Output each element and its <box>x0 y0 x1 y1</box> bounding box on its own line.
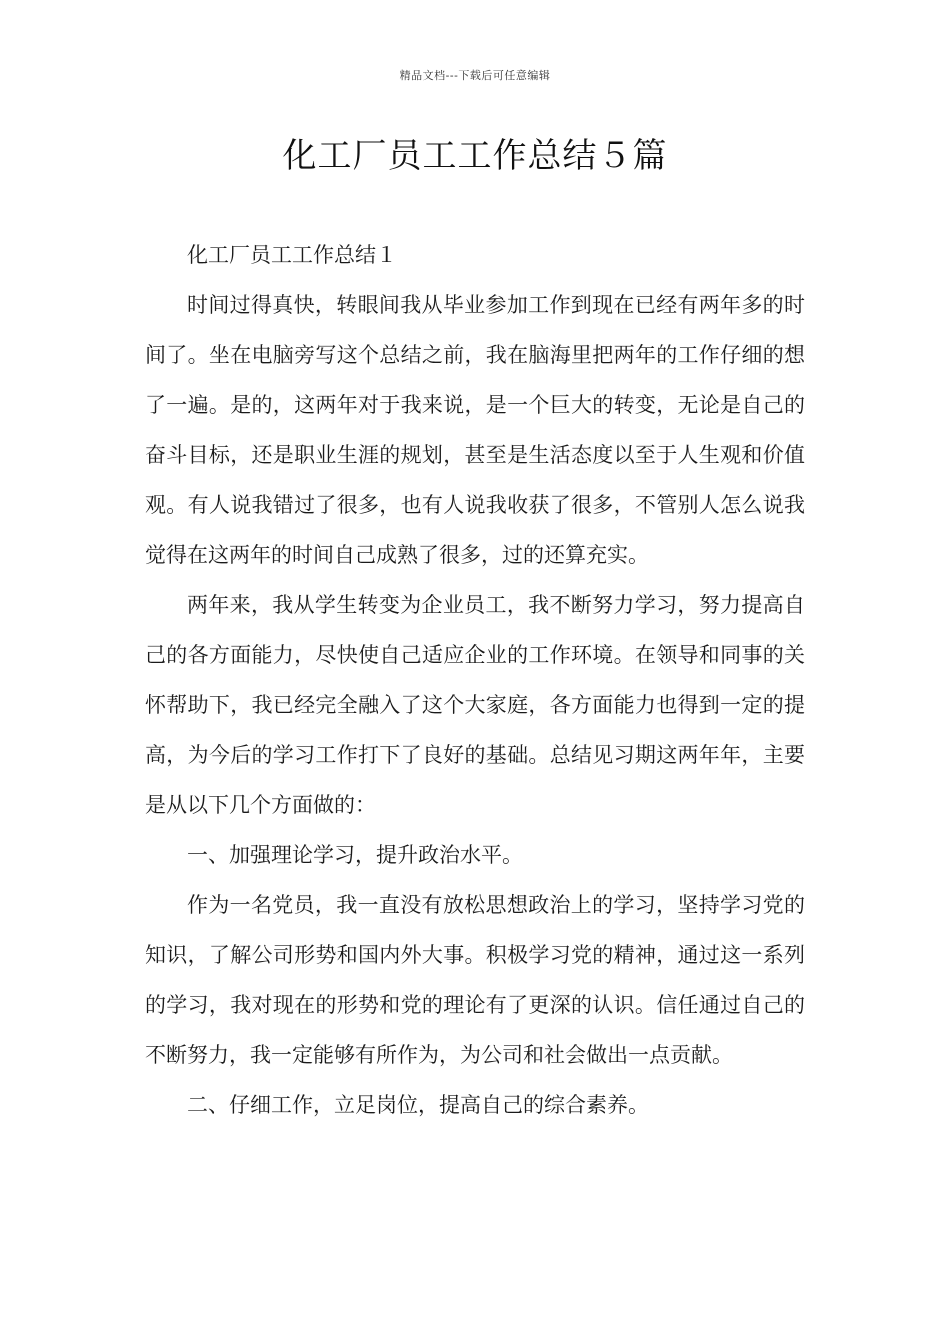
paragraph: 时间过得真快，转眼间我从毕业参加工作到现在已经有两年多的时间了。坐在电脑旁写这个总结之前，我在脑海里把两年的工作仔细的想了一遍。是的，这两年对于我来说，是一个巨大的转变，无论是自己的奋斗目标，还是职业生涯的规划，甚至是生活态度以至于人生观和价值观。有人说我错过了很多，也有人说我收获了很多，不管别人怎么说我觉得在这两年的时间自己成熟了很多，过的还算充实。 <box>145 293 805 567</box>
paragraph: 作为一名党员，我一直没有放松思想政治上的学习，坚持学习党的知识，了解公司形势和国内外大事。积极学习党的精神，通过这一系列的学习，我对现在的形势和党的理论有了更深的认识。信任通过自己的不断努力，我一定能够有所作为，为公司和社会做出一点贡献。 <box>145 893 805 1067</box>
page-title: 化工厂员工工作总结５篇 <box>282 136 668 176</box>
paragraph: 两年来，我从学生转变为企业员工，我不断努力学习，努力提高自己的各方面能力，尽快使自己适应企业的工作环境。在领导和同事的关怀帮助下，我已经完全融入了这个大家庭，各方面能力也得到一定的提高，为今后的学习工作打下了良好的基础。总结见习期这两年年，主要是从以下几个方面做的： <box>145 593 805 817</box>
document-body <box>145 230 805 1130</box>
header-note: 精品文档---下载后可任意编辑 <box>399 69 551 82</box>
section-heading: 化工厂员工工作总结１ <box>187 243 397 267</box>
section-heading: 一、加强理论学习，提升政治水平。 <box>187 843 523 867</box>
section-heading: 二、仔细工作，立足岗位，提高自己的综合素养。 <box>187 1093 649 1117</box>
